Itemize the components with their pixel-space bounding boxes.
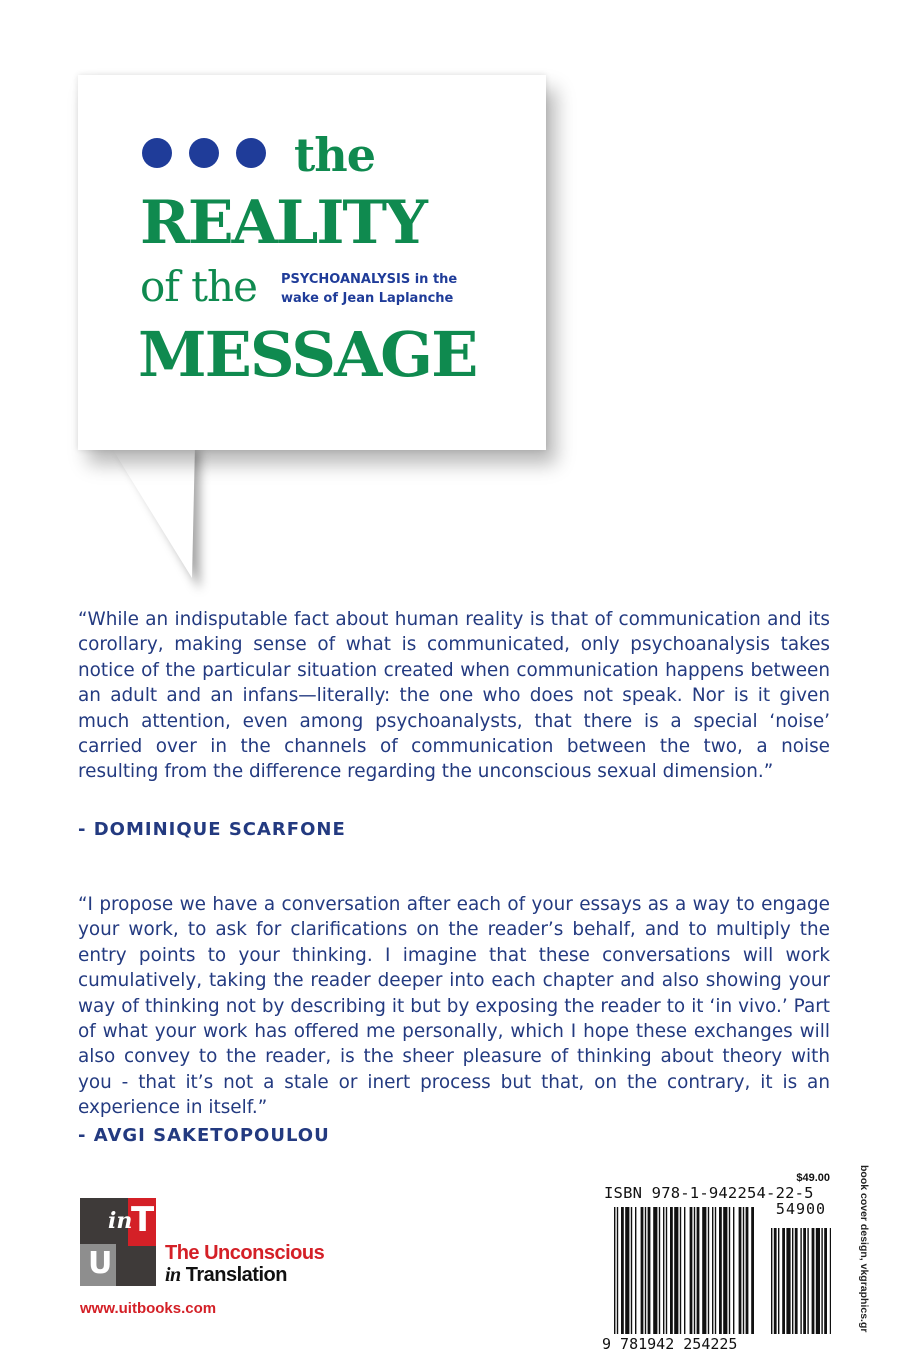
barcode-bar — [680, 1207, 681, 1334]
barcode-bar — [792, 1228, 793, 1334]
logo-t-letter: T — [131, 1200, 155, 1240]
barcode-bar — [690, 1207, 693, 1334]
barcode-bar — [625, 1207, 629, 1334]
endorsement-quote-2: “I propose we have a conversation after each of your essays as a way to engage your work, to ask for clarifications on the reader’s behalf, and to multiply the entry points to your thinking. I imagine that these conversations will work cumulatively, taking the reader deeper into each chapter and also showing your way of thinking not by describing it but by exposing the reader to it ‘in vivo.’ Part of what your work has offered me personally, which I hope these exchanges will also convey to the reader, is the sheer pleasure of thinking about theory with you - that it’s not a stale or inert process but that, on the contrary, it is an experience in itself.” — [78, 894, 830, 1119]
barcode-bar — [697, 1207, 700, 1334]
publisher-name-line-2 — [165, 1264, 324, 1286]
barcode-bar — [702, 1207, 706, 1334]
barcode-bar — [795, 1228, 798, 1334]
dot-icon — [189, 138, 219, 168]
price-label: $49.00 — [796, 1172, 830, 1184]
barcode-addon-number: 54900 — [775, 1200, 827, 1218]
logo-u-letter: U — [88, 1246, 113, 1281]
barcode-bar — [800, 1228, 801, 1334]
barcode-bar — [739, 1207, 742, 1334]
barcode-bar — [812, 1228, 815, 1334]
publisher-name-translation: Translation — [185, 1264, 287, 1286]
price-addon-barcode — [771, 1228, 831, 1334]
dot-icon — [142, 138, 172, 168]
barcode-bar — [774, 1228, 777, 1334]
title-of-the: of the — [140, 262, 257, 311]
barcode-bar — [782, 1228, 785, 1334]
barcode-bar — [663, 1207, 664, 1334]
publisher-name-line-1: The Unconscious — [165, 1242, 325, 1264]
barcode-bar — [821, 1228, 822, 1334]
barcode-bar — [641, 1207, 644, 1334]
barcode-bar — [746, 1207, 749, 1334]
quote-2-attribution: - AVGI SAKETOPOULOU — [78, 1125, 330, 1146]
barcode-bar — [807, 1228, 808, 1334]
publisher-url[interactable]: www.uitbooks.com — [80, 1300, 217, 1317]
barcode-bar — [729, 1207, 730, 1334]
barcode-bar — [786, 1228, 790, 1334]
barcode-bar — [771, 1228, 772, 1334]
ellipsis-dots — [142, 138, 266, 168]
barcode-bar — [635, 1207, 636, 1334]
barcode-bar — [715, 1207, 716, 1334]
barcode-bar — [674, 1207, 678, 1334]
barcode-bar — [733, 1207, 734, 1334]
dot-icon — [236, 138, 266, 168]
barcode-bar — [670, 1207, 673, 1334]
barcode-digits: 9 781942 254225 — [602, 1335, 738, 1353]
barcode-bar — [712, 1207, 713, 1334]
barcode-bar — [645, 1207, 646, 1334]
barcode-bar — [617, 1207, 618, 1334]
subtitle-line-2: wake of Jean Laplanche — [281, 291, 454, 306]
publisher-name-in: in — [165, 1264, 181, 1286]
barcode-bar — [719, 1207, 722, 1334]
barcode-bar — [778, 1228, 779, 1334]
design-credit: book cover design, vkgraphics.gr — [858, 1165, 870, 1333]
barcode-bar — [830, 1228, 831, 1334]
isbn-barcode — [614, 1207, 754, 1334]
barcode-bar — [816, 1228, 820, 1334]
endorsement-quote-1: “While an indisputable fact about human reality is that of communication and its corollary, making sense of what is communicated, only psychoanalysis takes notice of the particular situation created when communication happens between an adult and an infans—literally: the one who does not speak. Nor is it given much attention, even among psychoanalysts, that there is a special ‘noise’ carried over in the channels of communication between the two, a noise resulting from the difference regarding the unconscious sexual dimension.” — [78, 609, 830, 783]
barcode-bar — [824, 1228, 827, 1334]
barcode-bar — [708, 1207, 709, 1334]
logo-in-letters: in — [108, 1208, 133, 1234]
title-the: the — [294, 128, 375, 182]
barcode-bar — [666, 1207, 667, 1334]
barcode-bar — [751, 1207, 754, 1334]
barcode-bar — [694, 1207, 695, 1334]
barcode-bar — [684, 1207, 685, 1334]
subtitle — [281, 270, 521, 308]
publisher-name — [165, 1242, 324, 1286]
subtitle-line-1: PSYCHOANALYSIS in the — [281, 272, 458, 287]
barcode-bar — [631, 1207, 632, 1334]
barcode-bar — [653, 1207, 657, 1334]
quote-1-attribution: - DOMINIQUE SCARFONE — [78, 819, 346, 840]
barcode-bar — [743, 1207, 744, 1334]
barcode-bar — [803, 1228, 806, 1334]
barcode-bar — [621, 1207, 624, 1334]
barcode-bar — [723, 1207, 727, 1334]
title-message: MESSAGE — [138, 318, 477, 391]
title-reality: REALITY — [140, 188, 426, 258]
barcode-bar — [614, 1207, 615, 1334]
barcode-bar — [648, 1207, 651, 1334]
isbn-label: ISBN 978-1-942254-22-5 — [604, 1184, 814, 1202]
barcode-bar — [659, 1207, 660, 1334]
publisher-logo — [80, 1198, 156, 1286]
